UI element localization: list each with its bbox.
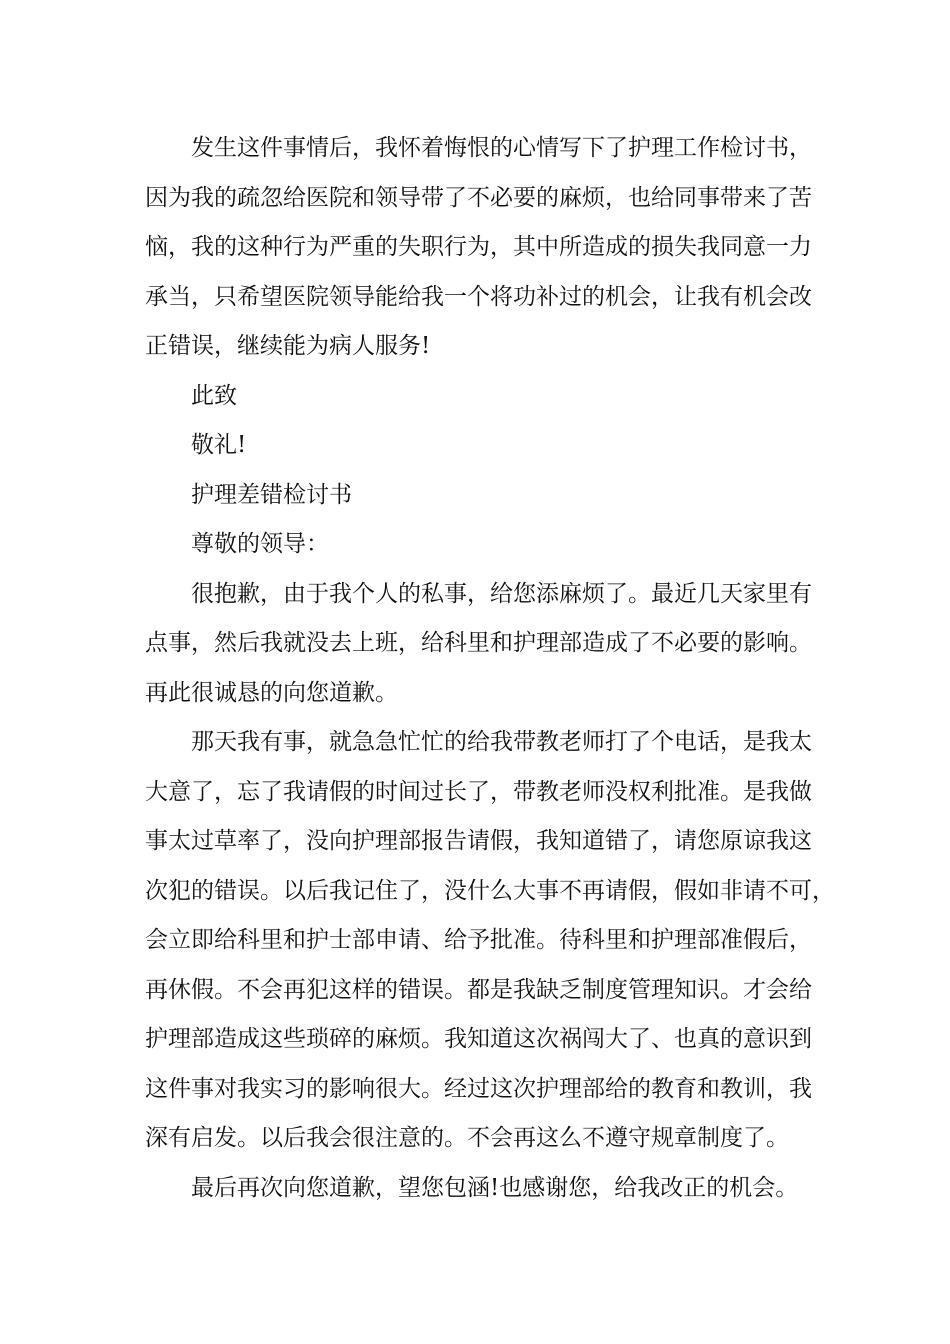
text-line: 尊敬的领导： [191,531,329,557]
text-line: 正错误，继续能为病人服务! [145,333,431,359]
text-line: 次犯的错误。以后我记住了，没什么大事不再请假，假如非请不可， [145,877,835,904]
text-line: 事太过草率了，没向护理部报告请假，我知道错了，请您原谅我这 [145,828,812,854]
text-line: 点事，然后我就没去上班，给科里和护理部造成了不必要的影响。 [145,630,812,656]
text-line: 承当，只希望医院领导能给我一个将功补过的机会，让我有机会改 [145,283,812,310]
text-line: 会立即给科里和护士部申请、给予批准。待科里和护理部准假后， [145,927,812,953]
text-line: 此致 [191,382,237,409]
paragraph-apology-closing [145,124,825,372]
text-line: 这件事对我实习的影响很大。经过这次护理部给的教育和教训，我 [145,1075,812,1102]
text-line: 深有启发。以后我会很注意的。不会再这么不遵守规章制度了。 [145,1125,789,1151]
document-body [145,124,835,1213]
paragraph-intro [145,570,825,719]
text-line: 再此很诚恳的向您道歉。 [145,679,398,706]
text-line: 因为我的疏忽给医院和领导带了不必要的麻烦，也给同事带来了苦 [145,184,812,211]
paragraph-explanation [145,718,835,1164]
paragraph-salutation-ci-zhi [145,372,825,422]
text-line: 护理差错检讨书 [191,481,352,508]
text-line: 发生这件事情后，我怀着悔恨的心情写下了护理工作检讨书， [191,135,812,161]
text-line: 恼，我的这种行为严重的失职行为，其中所造成的损失我同意一力 [145,234,812,260]
document-title [145,471,825,521]
paragraph-salutation-jing-li [145,421,825,471]
text-line: 很抱歉，由于我个人的私事，给您添麻烦了。最近几天家里有 [191,580,812,607]
text-line: 再休假。不会再犯这样的错误。都是我缺乏制度管理知识。才会给 [145,976,812,1003]
text-line: 那天我有事，就急急忙忙的给我带教老师打了个电话，是我太 [191,729,812,755]
greeting [145,520,825,570]
text-line: 敬礼! [191,432,247,458]
text-line: 最后再次向您道歉，望您包涵!也感谢您，给我改正的机会。 [191,1174,799,1201]
text-line: 护理部造成这些琐碎的麻烦。我知道这次祸闯大了、也真的意识到 [145,1026,812,1052]
paragraph-closing [145,1164,825,1214]
text-line: 大意了，忘了我请假的时间过长了，带教老师没权利批准。是我做 [145,778,812,805]
